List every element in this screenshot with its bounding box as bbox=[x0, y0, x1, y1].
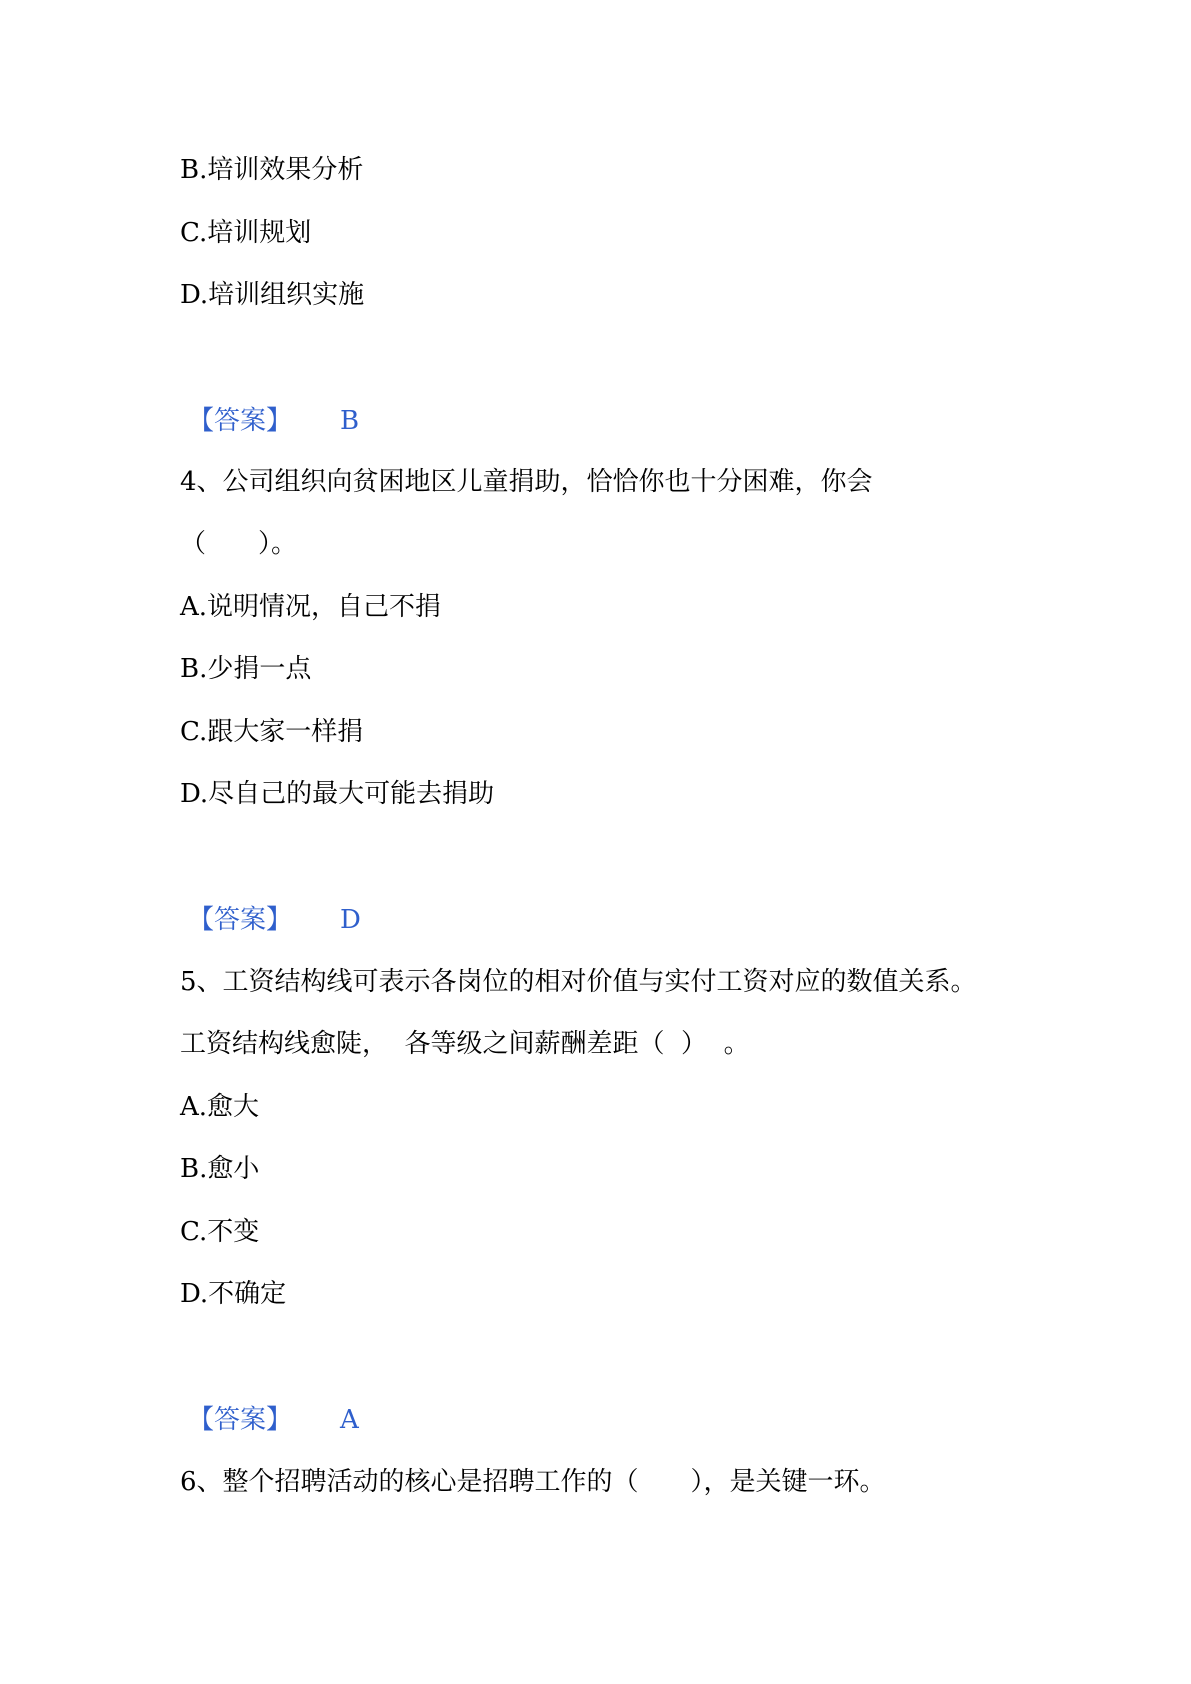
q4-answer-label: 【答案】 bbox=[188, 905, 293, 935]
q3-answer-value: B bbox=[340, 406, 360, 436]
q4-option-d: D.尽自己的最大可能去捐助 bbox=[180, 779, 495, 809]
q3-answer-row bbox=[188, 404, 1131, 438]
q5-answer-value: A bbox=[340, 1405, 359, 1435]
q5-option-b: B.愈小 bbox=[180, 1154, 260, 1184]
q4-answer-row bbox=[188, 903, 1131, 937]
q5-option-a: A.愈大 bbox=[180, 1092, 260, 1122]
q5-answer-label: 【答案】 bbox=[188, 1405, 293, 1435]
q4-option-c: C.跟大家一样捐 bbox=[180, 717, 364, 747]
q3-option-d: D.培训组织实施 bbox=[180, 280, 365, 310]
q3-answer-label: 【答案】 bbox=[188, 406, 293, 436]
q6-stem-line1: 6、整个招聘活动的核心是招聘工作的（ ），是关键一环。 bbox=[180, 1467, 886, 1497]
q4-option-b: B.少捐一点 bbox=[180, 654, 312, 684]
q5-stem-line2: 工资结构线愈陡， 各等级之间薪酬差距（ ） 。 bbox=[180, 1029, 750, 1059]
q4-answer-value: D bbox=[340, 905, 361, 935]
q5-stem-line1: 5、工资结构线可表示各岗位的相对价值与实付工资对应的数值关系。 bbox=[180, 967, 977, 997]
q3-option-c: C.培训规划 bbox=[180, 218, 312, 248]
q5-option-c: C.不变 bbox=[180, 1217, 260, 1247]
q4-option-a: A.说明情况，自己不捐 bbox=[180, 592, 442, 622]
q4-stem-line1: 4、公司组织向贫困地区儿童捐助，恰恰你也十分困难，你会 bbox=[180, 467, 873, 497]
q4-stem-line2: （ ）。 bbox=[180, 529, 298, 559]
q3-option-b: B.培训效果分析 bbox=[180, 155, 364, 185]
q5-option-d: D.不确定 bbox=[180, 1279, 287, 1309]
q5-answer-row bbox=[188, 1403, 1131, 1437]
